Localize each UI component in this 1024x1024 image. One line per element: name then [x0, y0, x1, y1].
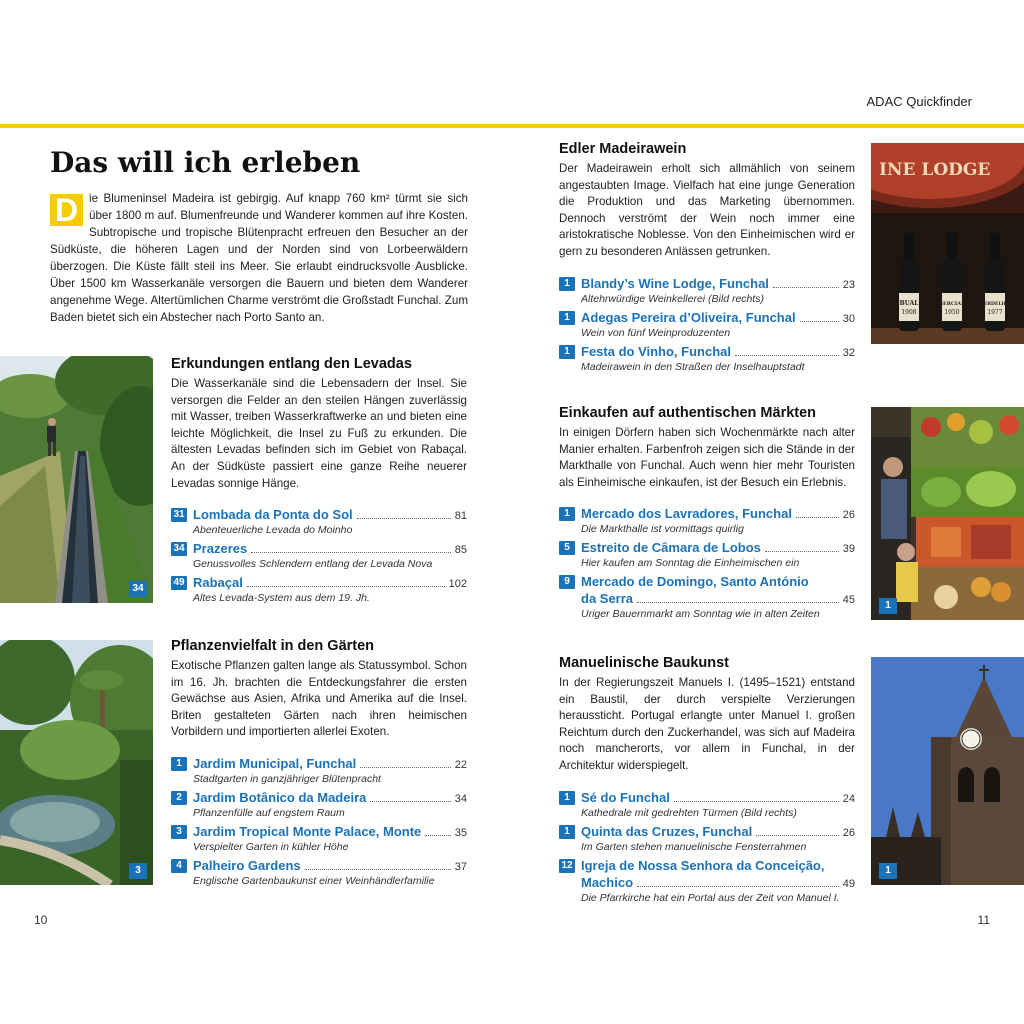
page-number-right: 11: [977, 913, 990, 927]
entry-link[interactable]: Jardim Tropical Monte Palace, Monte: [193, 823, 422, 839]
levada-photo: [0, 356, 153, 603]
entry-page: 37: [454, 860, 467, 873]
entry-link-continued[interactable]: Machico: [581, 874, 634, 890]
entry-number-badge: 3: [171, 825, 187, 839]
entry-desc: Abenteuerliche Levada do Moinho: [193, 524, 353, 537]
page-number-left: 10: [34, 913, 48, 927]
list-item[interactable]: [171, 574, 467, 608]
entry-number-badge: 49: [171, 576, 187, 590]
entry-page: 45: [842, 594, 855, 607]
section-wine-body: Der Madeirawein erholt sich allmählich von seinem angestaubten Image. Vielfach hat eine junge Generation die Produktion und das Marketing übernommen. Dennoch verströmt der Wein noch immer eine aristokratische Noblesse. Von den Einheimischen wird er gern zu besonderen Anlässen getrunken.: [559, 162, 855, 258]
intro-body: ie Blumeninsel Madeira ist gebirgig. Auf knapp 760 km² türmt sie sich über 1800 m auf. Blumenfreunde und Wanderer kommen auf ihre Kosten. Subtropische und tropische Blütenpracht erfreuen den Besucher an der Südküste, die höheren Lagen und der Norden sind von Lorbeerwäldern überzogen. Die Küste fällt steil ins Meer. Sie erlaubt eindrucksvolle Ausblicke. Über 1500 km Wasserkanäle versorgen die Bauern und bieten dem Wanderer angenehme Wege. Altertümlichen Charme verströmt die Großstadt Funchal. Zum Baden bietet sich ein Abstecher nach Porto Santo an.: [50, 192, 468, 324]
list-item[interactable]: [559, 857, 855, 908]
entry-desc: Altehrwürdige Weinkellerei (Bild rechts): [581, 292, 765, 305]
entry-link[interactable]: Lombada da Ponta do Sol: [193, 507, 353, 523]
entry-page: 22: [454, 758, 467, 771]
entry-number-badge: 31: [171, 508, 187, 522]
wine-photo: [871, 143, 1024, 344]
section-levadas: [171, 356, 467, 608]
cathedral-photo-badge: 1: [879, 863, 897, 879]
section-markets-title: Einkaufen auf authentischen Märkten: [559, 405, 817, 421]
section-gardens-body: Exotische Pflanzen galten lange als Statussymbol. Schon im 16. Jh. brachten die Entdeckungsfahrer die ersten Gewächse aus Asien, Afrika und Amerika auf die Insel. Briten gestalteten Gärten nach ihren heimischen Vorbildern und importierten allerlei Exoten.: [171, 659, 467, 739]
entry-page: 26: [842, 509, 855, 522]
entry-page: 81: [454, 510, 467, 523]
entry-page: 102: [448, 578, 467, 591]
section-markets-body: In einigen Dörfern haben sich Wochenmärkte nach alter Manier erhalten. Farbenfroh zeigen sich die Stände in der Markthalle von Funchal. Auch wenn hier mehr Touristen als Einheimische einkaufen, ist der Besuch ein Erlebnis.: [559, 426, 855, 489]
entry-number-badge: 5: [559, 541, 575, 555]
entry-link[interactable]: Adegas Pereira d’Oliveira, Funchal: [581, 309, 796, 325]
entry-link[interactable]: Igreja de Nossa Senhora da Conceição,: [581, 857, 825, 873]
entry-link[interactable]: Mercado dos Lavradores, Funchal: [581, 506, 792, 522]
market-photo: [871, 407, 1024, 620]
entry-link[interactable]: Festa do Vinho, Funchal: [581, 343, 731, 359]
entry-link[interactable]: Palheiro Gardens: [193, 857, 301, 873]
entry-page: 85: [454, 544, 467, 557]
entry-number-badge: 34: [171, 542, 187, 556]
entry-link[interactable]: Jardim Botânico da Madeira: [193, 789, 367, 805]
entry-number-badge: 1: [559, 345, 575, 359]
list-item[interactable]: [171, 823, 467, 857]
cathedral-photo: [871, 657, 1024, 885]
list-item[interactable]: [171, 755, 467, 789]
entry-page: 49: [842, 877, 855, 890]
list-item[interactable]: [559, 275, 855, 309]
entry-number-badge: 1: [559, 277, 575, 291]
architecture-entries: [559, 789, 855, 908]
section-wine-title: Edler Madeirawein: [559, 141, 687, 157]
entry-number-badge: 2: [171, 791, 187, 805]
section-gardens-title: Pflanzenvielfalt in den Gärten: [171, 638, 375, 654]
entry-link[interactable]: Jardim Municipal, Funchal: [193, 755, 357, 771]
garden-photo-badge: 3: [129, 863, 147, 879]
entry-desc: Altes Levada-System aus dem 19. Jh.: [193, 592, 370, 605]
entry-desc: Genussvolles Schlendern entlang der Levada Nova: [193, 558, 433, 571]
entry-page: 23: [842, 278, 855, 291]
list-item[interactable]: [559, 343, 855, 377]
entry-desc: Verspielter Garten in kühler Höhe: [193, 840, 349, 853]
entry-number-badge: 4: [171, 859, 187, 873]
garden-photo: [0, 640, 153, 885]
entry-page: 24: [842, 792, 855, 805]
entry-desc: Im Garten stehen manuelinische Fensterrahmen: [581, 840, 807, 853]
list-item[interactable]: [559, 505, 855, 539]
header-rule: [0, 124, 1024, 128]
header-label: ADAC Quickfinder: [866, 94, 972, 109]
section-architecture: [559, 655, 855, 908]
section-levadas-title: Erkundungen entlang den Levadas: [171, 356, 412, 372]
list-item[interactable]: [559, 823, 855, 857]
section-levadas-body: Die Wasserkanäle sind die Lebensadern der Insel. Sie versorgen die Felder an den steilen Hängen zuverlässig mit Wasser, treiben Wasserkraftwerke an und bieten eine leichte Möglichkeit, die Insel zu Fuß zu erkunden. Die ältesten Levadas befinden sich im Gebiet von Rabaçal. An der Südküste passiert eine ganze Reihe neuerer Levadas sonnige Hänge.: [171, 377, 467, 490]
entry-page: 26: [842, 826, 855, 839]
bottle-label: SERCIAL: [939, 301, 965, 307]
entry-page: 32: [842, 346, 855, 359]
intro-text: [50, 190, 468, 326]
entry-page: 35: [454, 826, 467, 839]
section-architecture-body: In der Regierungszeit Manuels I. (1495–1521) entstand ein Baustil, der durch verspielte Verzierungen heraussticht. Portugal erlangte unter Manuel I. großen Reichtum durch den Zuckerhandel, was sich auf Madeira noch mancherorts, vor allem in Funchal, in der Architektur widerspiegelt.: [559, 676, 855, 772]
entry-desc: Kathedrale mit gedrehten Türmen (Bild rechts): [581, 806, 797, 819]
entry-number-badge: 1: [559, 311, 575, 325]
entry-link[interactable]: Estreito de Câmara de Lobos: [581, 540, 761, 556]
drop-cap: D: [50, 194, 83, 226]
bottle-year: 1977: [987, 309, 1003, 316]
entry-desc: Madeirawein in den Straßen der Inselhauptstadt: [581, 360, 805, 373]
section-gardens: [171, 638, 467, 891]
list-item[interactable]: [559, 573, 855, 624]
entry-link[interactable]: Mercado de Domingo, Santo António: [581, 574, 809, 590]
gardens-entries: [171, 755, 467, 891]
list-item[interactable]: [559, 539, 855, 573]
entry-desc: Stadtgarten in ganzjähriger Blütenpracht: [193, 772, 381, 785]
entry-number-badge: 1: [559, 507, 575, 521]
list-item[interactable]: [171, 789, 467, 823]
entry-number-badge: 9: [559, 575, 575, 589]
entry-desc: Hier kaufen am Sonntag die Einheimischen ein: [581, 557, 800, 570]
market-photo-badge: 1: [879, 598, 897, 614]
bottle-year: 1950: [944, 309, 960, 316]
section-architecture-title: Manuelinische Baukunst: [559, 655, 730, 671]
bottle-label: BUAL: [899, 300, 919, 307]
wine-photo-sign: INE LODGE: [879, 160, 991, 180]
levada-photo-badge: 34: [129, 581, 147, 597]
list-item[interactable]: [559, 789, 855, 823]
list-item[interactable]: [171, 857, 467, 891]
wine-entries: [559, 275, 855, 377]
list-item[interactable]: [171, 540, 467, 574]
bottle-label: VERDELHO: [980, 302, 1010, 307]
entry-desc: Uriger Bauernmarkt am Sonntag wie in alten Zeiten: [581, 608, 820, 621]
entry-number-badge: 1: [559, 791, 575, 805]
levadas-entries: [171, 506, 467, 608]
bottle-year: 1908: [901, 309, 917, 316]
entry-link[interactable]: Quinta das Cruzes, Funchal: [581, 823, 753, 839]
entry-page: 30: [842, 312, 855, 325]
list-item[interactable]: [559, 309, 855, 343]
entry-desc: Die Pfarrkirche hat ein Portal aus der Zeit von Manuel I.: [581, 891, 840, 904]
entry-link[interactable]: Rabaçal: [193, 575, 243, 591]
entry-desc: Die Markthalle ist vormittags quirlig: [581, 523, 744, 536]
entry-link[interactable]: Prazeres: [193, 541, 248, 557]
entry-number-badge: 1: [171, 757, 187, 771]
entry-page: 34: [454, 792, 467, 805]
entry-link-continued[interactable]: da Serra: [581, 591, 634, 607]
entry-number-badge: 12: [559, 859, 575, 873]
markets-entries: [559, 505, 855, 624]
section-markets: [559, 405, 855, 624]
entry-number-badge: 1: [559, 825, 575, 839]
entry-link[interactable]: Sé do Funchal: [581, 789, 670, 805]
entry-desc: Pflanzenfülle auf engstem Raum: [193, 806, 345, 819]
entry-page: 39: [842, 543, 855, 556]
entry-desc: Englische Gartenbaukunst einer Weinhändlerfamilie: [193, 874, 435, 887]
section-wine: [559, 141, 855, 377]
list-item[interactable]: [171, 506, 467, 540]
entry-link[interactable]: Blandy’s Wine Lodge, Funchal: [581, 275, 769, 291]
entry-desc: Wein von fünf Weinproduzenten: [581, 326, 731, 339]
page-title: Das will ich erleben: [50, 146, 361, 179]
